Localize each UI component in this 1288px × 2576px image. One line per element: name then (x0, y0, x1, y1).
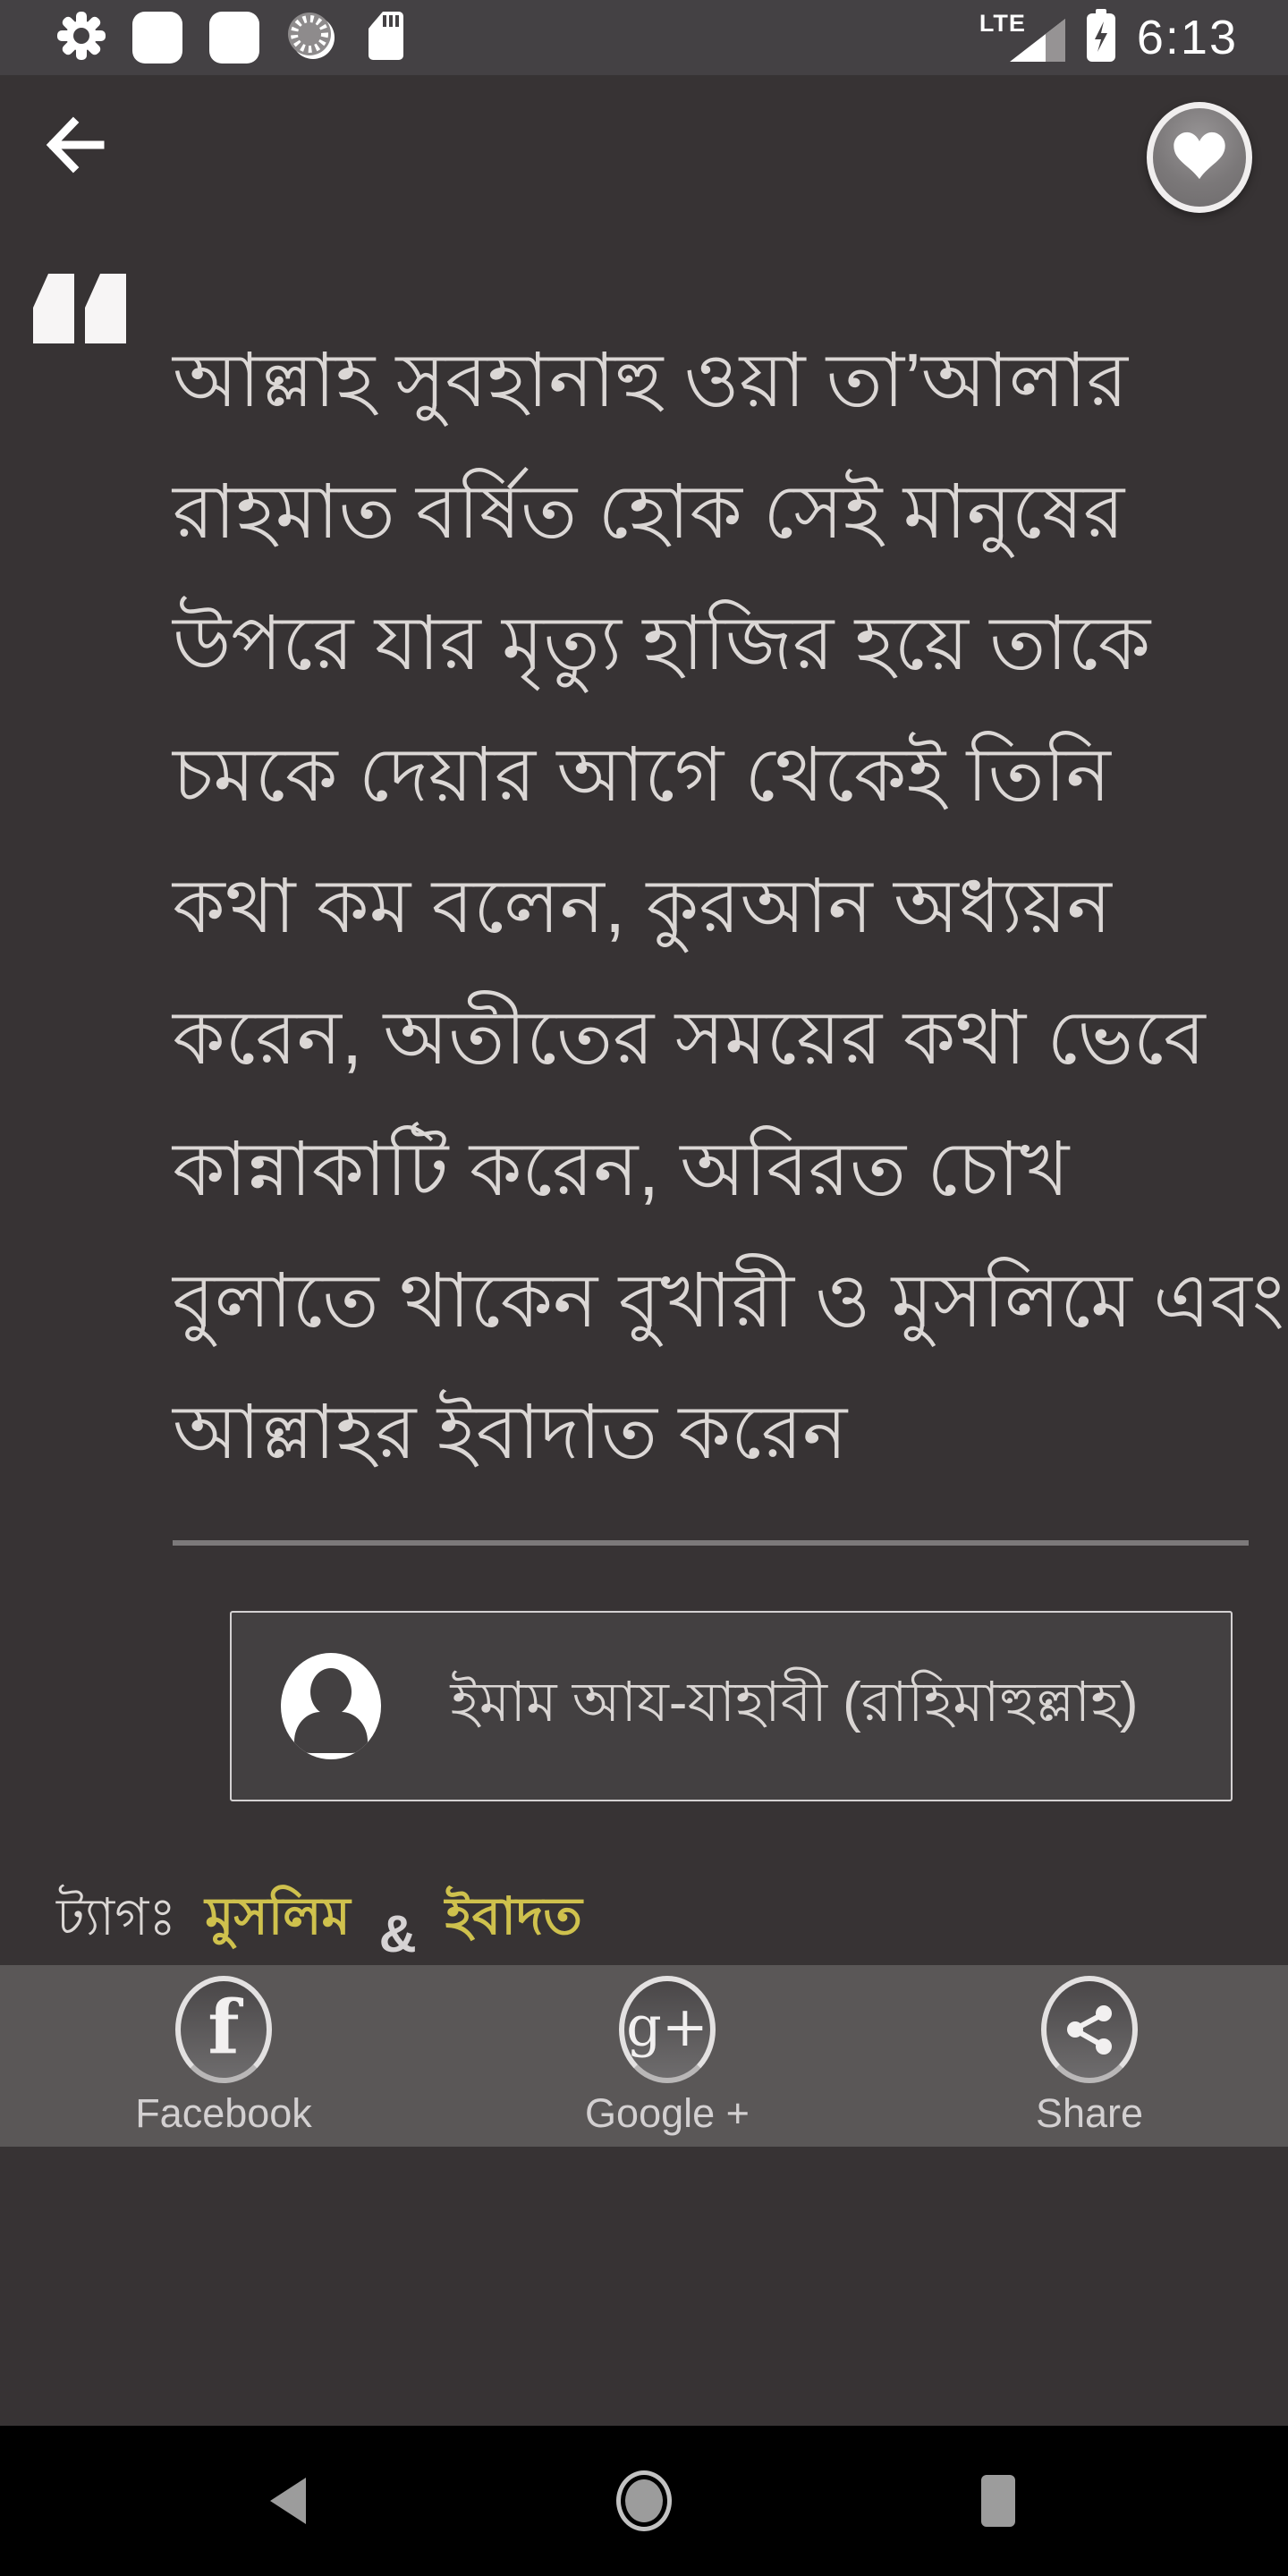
quote-line: রাহমাত বর্ষিত হোক সেই মানুষের (173, 470, 1125, 554)
quote-line: কথা কম বলেন, কুরআন অধ্যয়ন (173, 864, 1112, 948)
back-button[interactable] (32, 104, 118, 190)
person-icon-head (310, 1668, 352, 1716)
app-notification-icon (132, 12, 182, 64)
tags-separator: & (378, 1905, 417, 1963)
nav-home-icon[interactable] (616, 2470, 672, 2531)
heart-icon (1174, 131, 1225, 184)
quote-text (173, 315, 1284, 1498)
divider (173, 1540, 1249, 1546)
clock: 6:13 (1136, 11, 1238, 64)
quote-line: আল্লাহ সুবহানাহু ওয়া তা’আলার (173, 338, 1128, 422)
signal-strength-icon (979, 10, 1065, 62)
android-nav-bar (0, 2426, 1288, 2576)
googleplus-share-button[interactable] (560, 1976, 775, 2137)
facebook-label: Facebook (135, 2090, 312, 2136)
tags-label: ট্যাগঃ (56, 1888, 177, 1946)
tag-link-muslim[interactable]: মুসলিম (205, 1877, 351, 1975)
nav-back-icon[interactable] (270, 2478, 306, 2524)
googleplus-icon (619, 1976, 716, 2083)
share-label: Share (1035, 2090, 1144, 2136)
status-bar (0, 0, 1288, 75)
carrier-label: LTE (979, 10, 1026, 37)
facebook-share-button[interactable] (116, 1976, 331, 2137)
sdcard-icon (363, 10, 404, 66)
quote-line: চমকে দেয়ার আগে থেকেই তিনি (173, 733, 1111, 817)
nav-recents-icon[interactable] (981, 2475, 1015, 2527)
arrow-left-icon (45, 115, 106, 179)
person-icon (281, 1653, 381, 1759)
author-card[interactable] (230, 1611, 1233, 1801)
facebook-glyph: f (208, 1985, 240, 2071)
quote-line: উপরে যার মৃত্যু হাজির হয়ে তাকে (173, 601, 1151, 685)
settings-icon (57, 11, 106, 65)
favorite-button[interactable] (1147, 102, 1252, 213)
tags-row (56, 1877, 582, 1975)
facebook-icon (175, 1976, 272, 2083)
share-bar (0, 1965, 1288, 2147)
tag-link-ibadat[interactable]: ইবাদত (445, 1877, 582, 1975)
quote-line: কান্নাকাটি করেন, অবিরত চোখ (173, 1127, 1070, 1211)
googleplus-glyph: g+ (626, 1994, 708, 2059)
quote-line: আল্লাহর ইবাদাত করেন (173, 1390, 848, 1474)
sync-spinner-icon (286, 10, 336, 66)
share-button[interactable] (982, 1976, 1197, 2137)
share-nodes-icon (1041, 1976, 1138, 2083)
status-bar-left-icons (57, 0, 404, 75)
status-bar-right (979, 0, 1238, 75)
quote-line: বুলাতে থাকেন বুখারী ও মুসলিমে এবং (173, 1258, 1284, 1343)
quote-line: করেন, অতীতের সময়ের কথা ভেবে (173, 996, 1206, 1080)
battery-charging-icon (1085, 9, 1117, 67)
nav-home-icon-inner (625, 2479, 663, 2522)
person-icon-shoulders (294, 1712, 368, 1753)
author-name: ইমাম আয-যাহাবী (রাহিমাহুল্লাহ) (450, 1672, 1139, 1733)
app-notification-icon (209, 12, 259, 64)
quote-mark-icon (33, 274, 126, 350)
googleplus-label: Google + (585, 2090, 750, 2136)
